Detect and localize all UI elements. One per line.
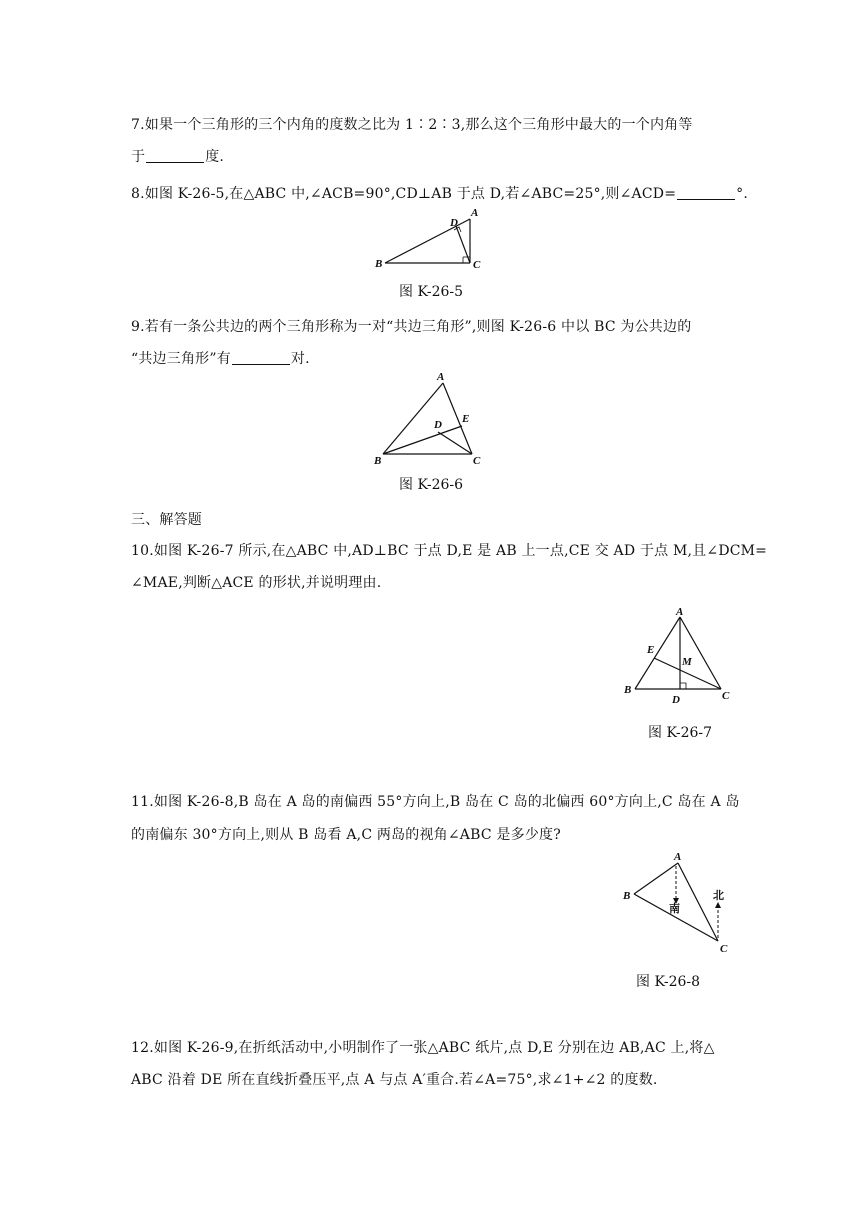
label-b: B bbox=[624, 684, 632, 696]
figure-caption-k-26-6: 图 K-26-6 bbox=[399, 477, 464, 493]
q9-line2-post: 对. bbox=[290, 351, 310, 367]
q9-line1: 9.若有一条公共边的两个三角形称为一对“共边三角形”,则图 K-26-6 中以 BC 为公共边的 bbox=[131, 319, 692, 335]
figure-caption-k-26-8: 图 K-26-8 bbox=[636, 974, 701, 990]
q8-line bbox=[131, 183, 748, 203]
north-arrowhead bbox=[715, 902, 721, 908]
label-c: C bbox=[720, 943, 728, 955]
q9-answer-blank bbox=[232, 350, 290, 365]
label-a: A bbox=[674, 851, 682, 863]
q7-answer-blank bbox=[146, 148, 204, 163]
label-e: E bbox=[462, 413, 470, 425]
figure-k-26-8 bbox=[618, 848, 743, 963]
label-b: B bbox=[374, 455, 382, 467]
label-e: E bbox=[647, 644, 655, 656]
label-c: C bbox=[473, 259, 481, 271]
q8-text-post: °. bbox=[736, 186, 748, 202]
segment-ac bbox=[680, 617, 721, 689]
q9-line2 bbox=[131, 348, 310, 368]
label-d: D bbox=[450, 217, 458, 229]
label-b: B bbox=[623, 890, 631, 902]
q10-line2: ∠MAE,判断△ACE 的形状,并说明理由. bbox=[131, 575, 382, 591]
right-angle-mark-d bbox=[680, 683, 686, 689]
figure-caption-k-26-7: 图 K-26-7 bbox=[648, 725, 713, 741]
label-north: 北 bbox=[713, 889, 724, 902]
label-a: A bbox=[437, 371, 445, 383]
segment-ba bbox=[634, 863, 678, 894]
label-b: B bbox=[375, 258, 383, 270]
q11-line2: 的南偏东 30°方向上,则从 B 岛看 A,C 两岛的视角∠ABC 是多少度? bbox=[131, 827, 561, 843]
q12-line2: ABC 沿着 DE 所在直线折叠压平,点 A 与点 A′重合.若∠A=75°,求∠1+∠2 的度数. bbox=[131, 1072, 658, 1088]
label-south: 南 bbox=[669, 902, 680, 915]
label-c: C bbox=[473, 455, 481, 467]
q8-text-pre: 8.如图 K-26-5,在△ABC 中,∠ACB=90°,CD⊥AB 于点 D,若∠ABC=25°,则∠ACD= bbox=[131, 186, 677, 202]
q7-line1: 7.如果一个三角形的三个内角的度数之比为 1∶2∶3,那么这个三角形中最大的一个内角等 bbox=[131, 117, 693, 133]
segment-ba bbox=[635, 617, 680, 689]
q7-line2-post: 度. bbox=[205, 149, 225, 165]
q8-answer-blank bbox=[677, 185, 735, 200]
q10-line1: 10.如图 K-26-7 所示,在△ABC 中,AD⊥BC 于点 D,E 是 AB 上一点,CE 交 AD 于点 M,且∠DCM= bbox=[131, 543, 768, 559]
figure-k-26-5 bbox=[370, 205, 490, 275]
figure-caption-k-26-5: 图 K-26-5 bbox=[399, 284, 464, 300]
figure-k-26-7 bbox=[620, 603, 740, 708]
q7-line2 bbox=[131, 146, 224, 166]
label-c: C bbox=[722, 690, 730, 702]
q7-line2-pre: 于 bbox=[131, 149, 146, 165]
label-a: A bbox=[676, 606, 684, 618]
label-a: A bbox=[471, 207, 479, 219]
q9-line2-pre: “共边三角形”有 bbox=[131, 351, 231, 367]
label-m: M bbox=[682, 656, 692, 668]
section-heading: 三、解答题 bbox=[131, 512, 202, 528]
figure-k-26-6 bbox=[370, 370, 490, 470]
q11-line1: 11.如图 K-26-8,B 岛在 A 岛的南偏西 55°方向上,B 岛在 C 岛的北偏西 60°方向上,C 岛在 A 岛 bbox=[131, 794, 740, 810]
q12-line1: 12.如图 K-26-9,在折纸活动中,小明制作了一张△ABC 纸片,点 D,E 分别在边 AB,AC 上,将△ bbox=[131, 1040, 715, 1056]
label-d: D bbox=[434, 419, 442, 431]
label-d: D bbox=[672, 694, 680, 706]
